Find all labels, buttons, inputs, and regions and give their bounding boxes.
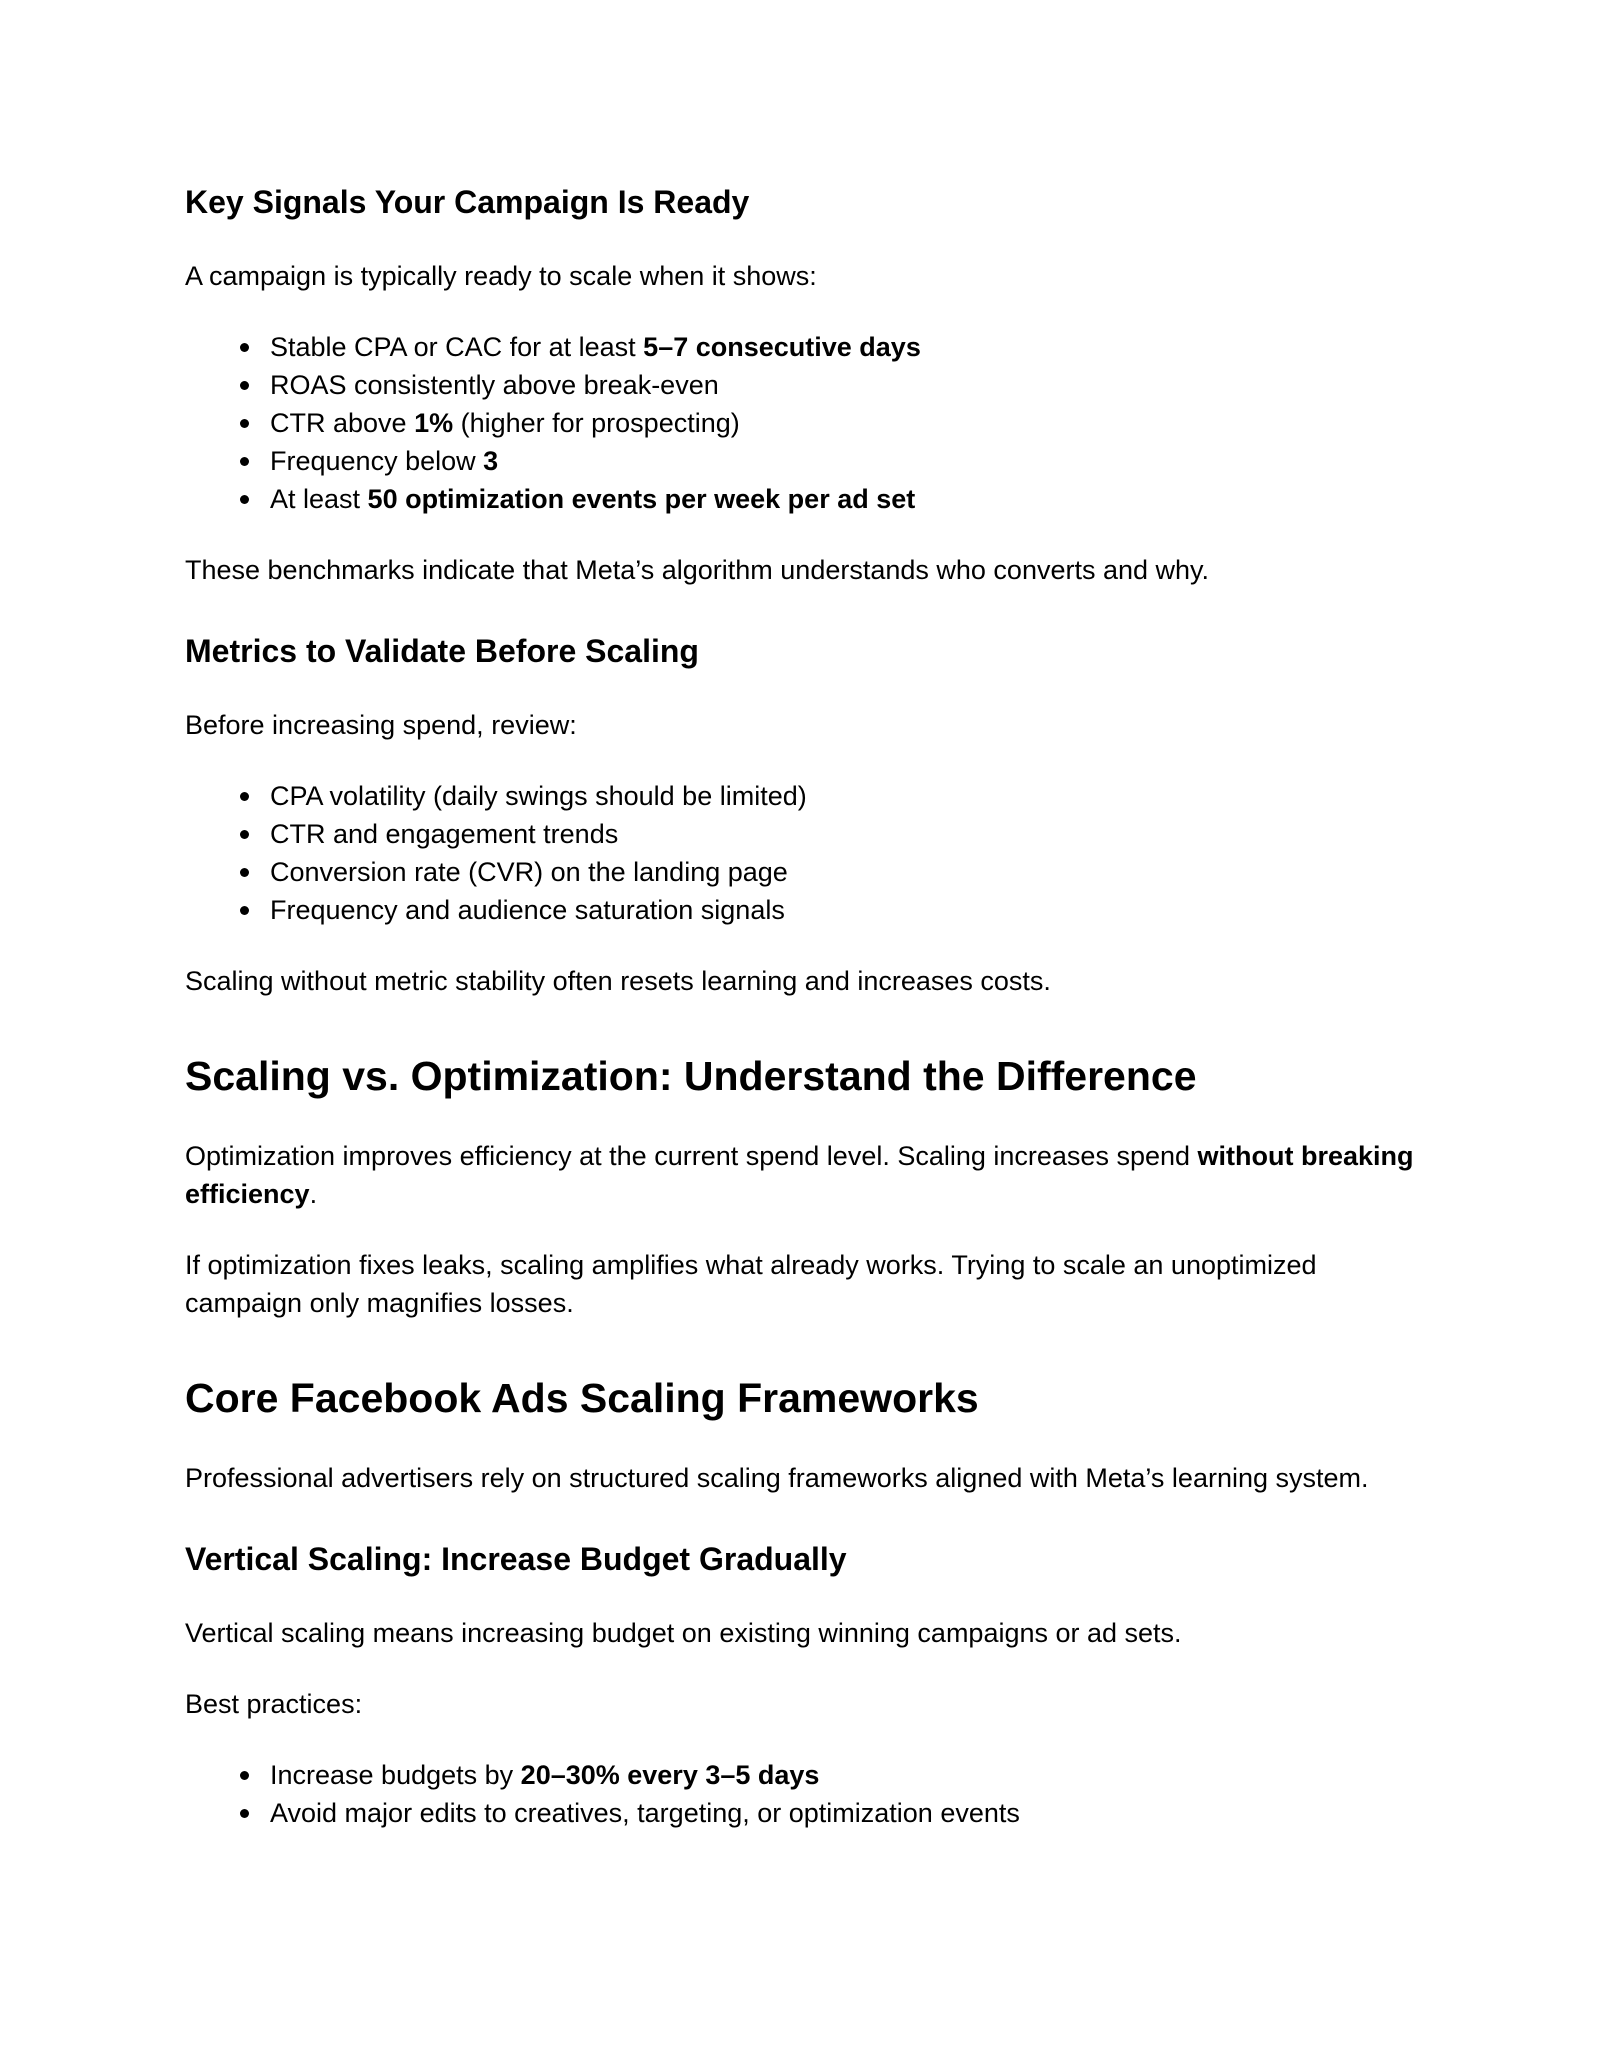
text-segment: If optimization fixes leaks, scaling amplifies what already works. Trying to scale an unoptimized campaign only magnifies losses.: [185, 1250, 1317, 1318]
paragraph-benchmarks: [185, 551, 1430, 589]
text-segment: Frequency below: [270, 446, 484, 476]
heading-metrics-validate: Metrics to Validate Before Scaling: [185, 633, 699, 669]
heading-key-signals: Key Signals Your Campaign Is Ready: [185, 184, 750, 220]
text-segment: .: [309, 1179, 318, 1209]
text-segment-bold: 50 optimization events per week per ad set: [367, 484, 916, 514]
text-segment: CTR and engagement trends: [270, 819, 619, 849]
bullet-list-ready-signals: [185, 328, 1430, 518]
paragraph-before-increasing: [185, 706, 1430, 744]
list-item: [185, 777, 1430, 815]
bullet-list-metrics: [185, 777, 1430, 929]
paragraph-campaign-ready: [185, 257, 1430, 295]
list-item: [185, 1794, 1430, 1832]
paragraph-professional-advertisers: [185, 1459, 1430, 1497]
text-segment: Before increasing spend, review:: [185, 710, 577, 740]
text-segment: Scaling without metric stability often resets learning and increases costs.: [185, 966, 1051, 996]
text-segment: At least: [270, 484, 368, 514]
paragraph-vertical-scaling-means: [185, 1614, 1430, 1652]
list-item: [185, 1756, 1430, 1794]
list-item: [185, 891, 1430, 929]
text-segment-bold: 20–30% every 3–5 days: [520, 1760, 820, 1790]
list-item: [185, 442, 1430, 480]
list-item: [185, 815, 1430, 853]
text-segment: A campaign is typically ready to scale when it shows:: [185, 261, 817, 291]
paragraph-scaling-without-stability: [185, 962, 1430, 1000]
list-item: [185, 480, 1430, 518]
text-segment: CPA volatility (daily swings should be limited): [270, 781, 807, 811]
heading-vertical-scaling: Vertical Scaling: Increase Budget Gradually: [185, 1541, 847, 1577]
list-item: [185, 328, 1430, 366]
bullet-list-best-practices: [185, 1756, 1430, 1832]
text-segment: Conversion rate (CVR) on the landing page: [270, 857, 788, 887]
text-segment-bold: 5–7 consecutive days: [643, 332, 921, 362]
paragraph-optimization-improves: [185, 1137, 1430, 1213]
text-segment: ROAS consistently above break-even: [270, 370, 719, 400]
paragraph-best-practices: [185, 1685, 1430, 1723]
document-content: [185, 180, 1430, 1832]
text-segment-bold: 1%: [414, 408, 454, 438]
text-segment: Vertical scaling means increasing budget on existing winning campaigns or ad sets.: [185, 1618, 1182, 1648]
paragraph-optimization-fixes-leaks: [185, 1246, 1430, 1322]
text-segment: Professional advertisers rely on structured scaling frameworks aligned with Meta’s learning system.: [185, 1463, 1369, 1493]
list-item: [185, 853, 1430, 891]
text-segment-bold: 3: [483, 446, 499, 476]
text-segment: These benchmarks indicate that Meta’s algorithm understands who converts and why.: [185, 555, 1210, 585]
text-segment: (higher for prospecting): [453, 408, 740, 438]
text-segment: Avoid major edits to creatives, targeting, or optimization events: [270, 1798, 1020, 1828]
text-segment: CTR above: [270, 408, 415, 438]
text-segment: Stable CPA or CAC for at least: [270, 332, 644, 362]
text-segment: Best practices:: [185, 1689, 363, 1719]
text-segment: Increase budgets by: [270, 1760, 521, 1790]
heading-core-frameworks: Core Facebook Ads Scaling Frameworks: [185, 1375, 979, 1421]
list-item: [185, 404, 1430, 442]
text-segment: Optimization improves efficiency at the current spend level. Scaling increases spend: [185, 1141, 1198, 1171]
list-item: [185, 366, 1430, 404]
text-segment: Frequency and audience saturation signals: [270, 895, 785, 925]
heading-scaling-vs-optimization: Scaling vs. Optimization: Understand the Difference: [185, 1053, 1197, 1099]
text-segment-bold: without breaking efficiency: [185, 1141, 1414, 1209]
